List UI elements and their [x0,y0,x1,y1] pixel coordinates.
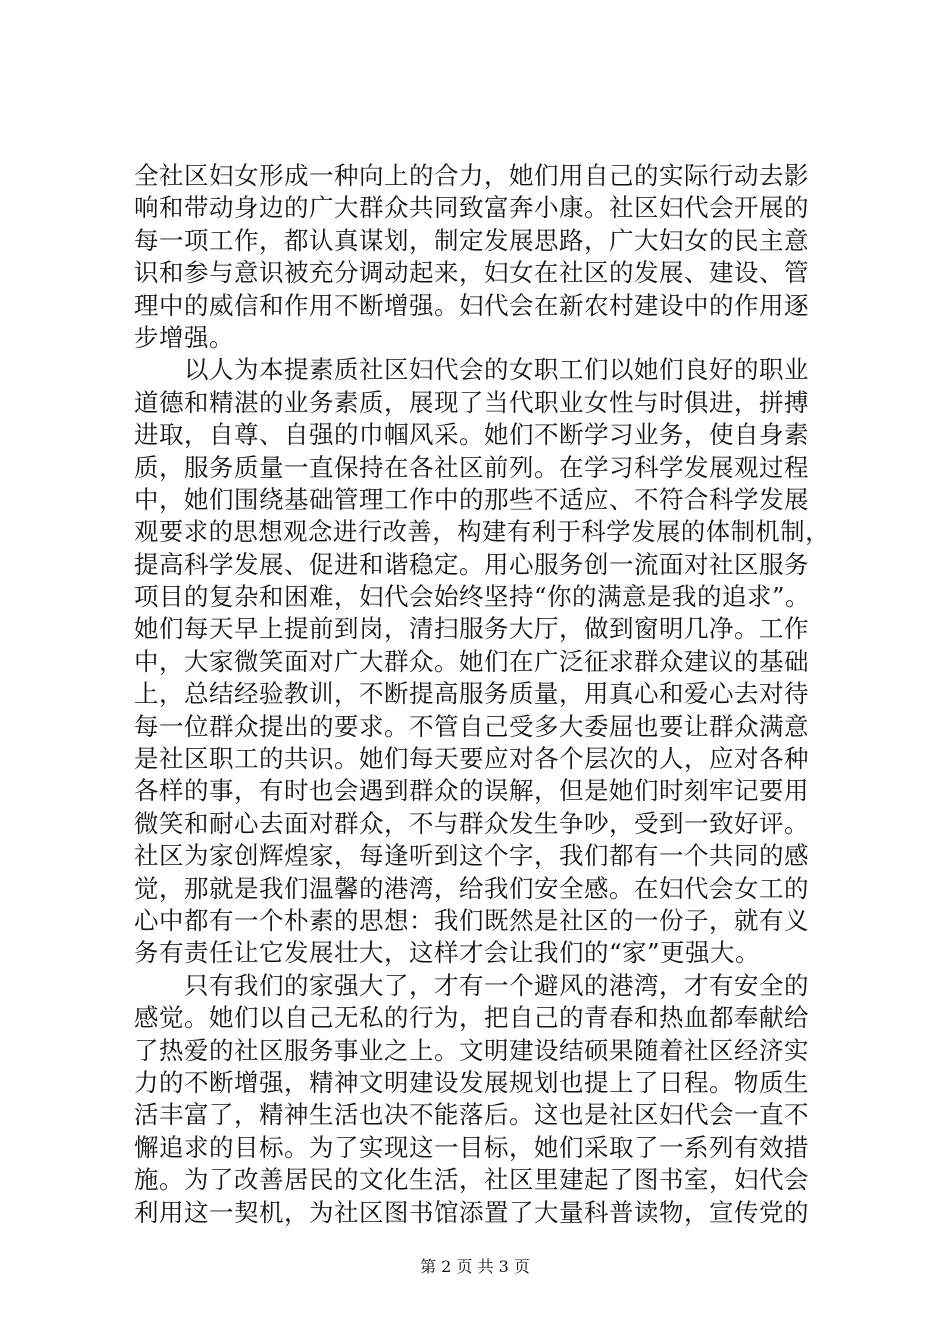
document-body [134,160,830,1229]
text-line: 社区为家创辉煌家，每逢听到这个字，我们都有一个共同的感 [134,841,809,871]
text-line: 道德和精湛的业务素质，展现了当代职业女性与时俱进，拼搏 [134,387,809,417]
text-line: 每一项工作，都认真谋划，制定发展思路，广大妇女的民主意 [134,225,809,255]
text-line: 各样的事，有时也会遇到群众的误解，但是她们时刻牢记要用 [134,776,809,806]
text-line: 了热爱的社区服务事业之上。文明建设结硕果随着社区经济实 [134,1035,809,1065]
text-line: 项目的复杂和困难，妇代会始终坚持“你的满意是我的追求”。 [134,582,811,612]
text-line: 是社区职工的共识。她们每天要应对各个层次的人，应对各种 [134,744,809,774]
text-line: 响和带动身边的广大群众共同致富奔小康。社区妇代会开展的 [134,193,809,223]
text-line: 每一位群众提出的要求。不管自己受多大委屈也要让群众满意 [134,711,809,741]
text-line: 感觉。她们以自己无私的行为，把自己的青春和热血都奉献给 [134,1003,809,1033]
text-line: 利用这一契机，为社区图书馆添置了大量科普读物，宣传党的 [134,1197,809,1227]
text-line: 务有责任让它发展壮大，这样才会让我们的“家”更强大。 [134,938,761,968]
text-line: 理中的威信和作用不断增强。妇代会在新农村建设中的作用逐 [134,290,809,320]
text-line: 只有我们的家强大了，才有一个避风的港湾，才有安全的 [134,970,809,1000]
text-line: 觉，那就是我们温馨的港湾，给我们安全感。在妇代会女工的 [134,873,809,903]
text-line: 观要求的思想观念进行改善，构建有利于科学发展的体制机制， [134,517,831,547]
text-line: 施。为了改善居民的文化生活，社区里建起了图书室，妇代会 [134,1165,809,1195]
text-line: 懈追求的目标。为了实现这一目标，她们采取了一系列有效措 [134,1132,809,1162]
page-footer: 第 2 页 共 3 页 [420,1257,530,1276]
text-line: 中，她们围绕基础管理工作中的那些不适应、不符合科学发展 [134,484,809,514]
text-line: 上，总结经验教训，不断提高服务质量，用真心和爱心去对待 [134,679,809,709]
text-line: 进取，自尊、自强的巾帼风采。她们不断学习业务，使自身素 [134,420,809,450]
text-line: 全社区妇女形成一种向上的合力，她们用自己的实际行动去影 [134,161,809,190]
text-line: 识和参与意识被充分调动起来，妇女在社区的发展、建设、管 [134,258,809,288]
text-line: 质，服务质量一直保持在各社区前列。在学习科学发展观过程 [134,452,809,482]
text-line: 以人为本提素质社区妇代会的女职工们以她们良好的职业 [134,355,809,385]
text-line: 心中都有一个朴素的思想：我们既然是社区的一份子，就有义 [134,905,809,935]
text-line: 力的不断增强，精神文明建设发展规划也提上了日程。物质生 [134,1067,809,1097]
text-line: 提高科学发展、促进和谐稳定。用心服务创一流面对社区服务 [134,549,809,579]
text-line: 活丰富了，精神生活也决不能落后。这也是社区妇代会一直不 [134,1100,809,1130]
text-line: 微笑和耐心去面对群众，不与群众发生争吵，受到一致好评。 [134,808,809,838]
text-line: 步增强。 [134,322,234,352]
text-line: 她们每天早上提前到岗，清扫服务大厅，做到窗明几净。工作 [134,614,809,644]
text-line: 中，大家微笑面对广大群众。她们在广泛征求群众建议的基础 [134,646,809,676]
